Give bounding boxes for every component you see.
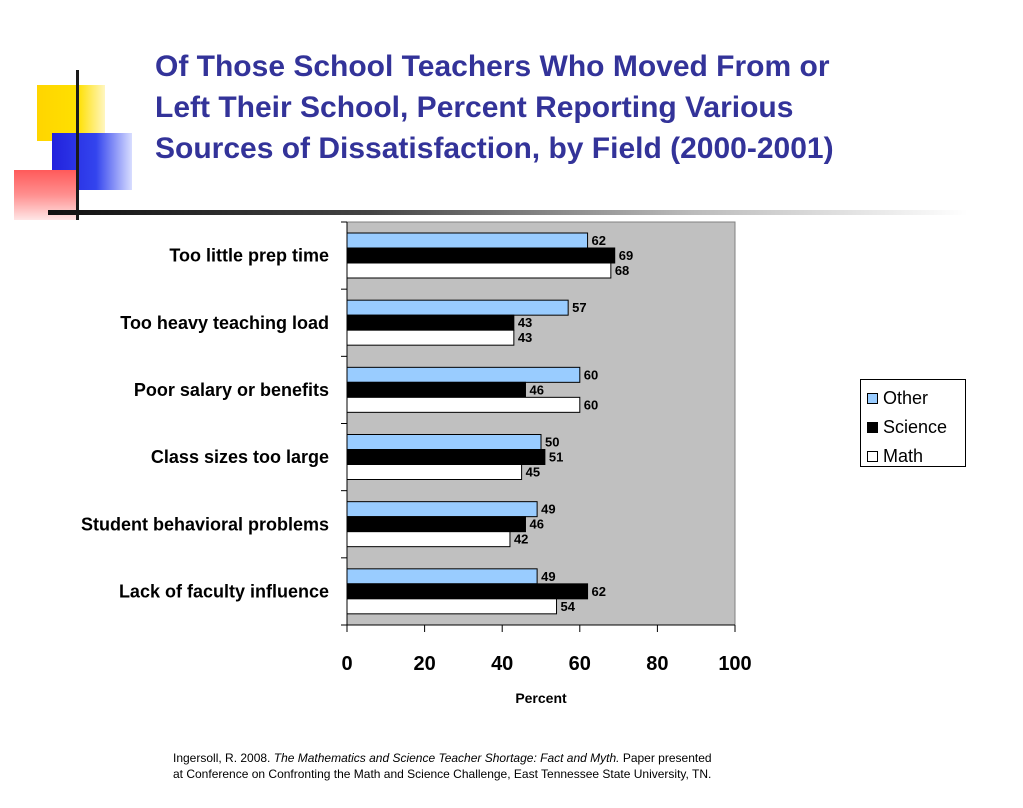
data-label: 43 [517,315,533,331]
slide-title-line: Sources of Dissatisfaction, by Field (2000-2001) [155,132,834,165]
legend-item-math [867,442,965,471]
category-label: Too little prep time [169,245,329,266]
citation-line1-suffix: Paper presented [619,751,712,765]
legend-label-science: Science [883,417,948,437]
category-label: Lack of faculty influence [118,581,329,602]
chart-legend [860,379,966,467]
legend-item-other [867,384,965,413]
data-label: 49 [541,568,556,584]
legend-item-science [867,413,965,442]
bar-math [347,263,611,278]
bar-other [347,300,568,315]
x-tick-label: 0 [341,653,353,675]
legend-swatch-other [867,393,878,404]
x-tick-label: 40 [491,653,514,675]
x-tick-label: 60 [568,653,591,675]
plot-area [347,222,735,625]
category-label: Student behavioral problems [80,514,329,535]
slide-title-line: Of Those School Teachers Who Moved From or [155,50,830,83]
data-label: 57 [572,300,587,316]
legend-swatch-science [867,422,878,433]
bar-science [347,584,588,599]
legend-label-other: Other [883,388,929,408]
legend-label-math: Math [883,446,924,466]
data-label: 50 [545,434,560,450]
bar-math [347,465,522,480]
category-label: Poor salary or benefits [133,379,329,400]
data-label: 54 [560,598,575,614]
legend-swatch-math [867,451,878,462]
data-label: 46 [529,382,544,398]
x-axis-title: Percent [515,690,567,706]
data-label: 45 [525,464,541,480]
bar-science [347,315,514,330]
citation-work-title: The Mathematics and Science Teacher Shortage: Fact and Myth. [273,751,620,765]
data-label: 68 [614,263,630,278]
data-label: 51 [548,449,564,465]
citation [173,750,853,782]
data-label: 62 [591,583,607,599]
bar-other [347,435,541,450]
data-label: 43 [517,330,533,346]
data-label: 60 [583,397,599,413]
x-tick-label: 100 [718,653,752,675]
bar-science [347,382,525,397]
bar-other [347,367,580,382]
x-tick-label: 80 [646,653,669,675]
data-label: 69 [618,248,634,263]
bar-other [347,569,537,584]
bar-science [347,450,545,465]
bar-science [347,248,615,263]
bar-other [347,502,537,517]
bar-math [347,532,510,547]
bar-other [347,233,588,248]
bar-math [347,599,557,614]
bar-math [347,397,580,412]
category-label: Class sizes too large [150,447,329,468]
data-label: 62 [591,233,607,248]
data-label: 49 [541,501,556,517]
category-label: Too heavy teaching load [120,312,329,333]
data-label: 46 [529,516,544,532]
x-tick-label: 20 [413,653,436,675]
data-label: 60 [583,367,599,383]
citation-prefix: Ingersoll, R. 2008. [173,751,274,765]
bar-math [347,330,514,345]
citation-line2: at Conference on Confronting the Math and Science Challenge, East Tennessee State University, TN. [173,767,712,781]
bar-science [347,517,525,532]
data-label: 42 [513,531,529,547]
slide-title-line: Left Their School, Percent Reporting Various [155,91,794,124]
